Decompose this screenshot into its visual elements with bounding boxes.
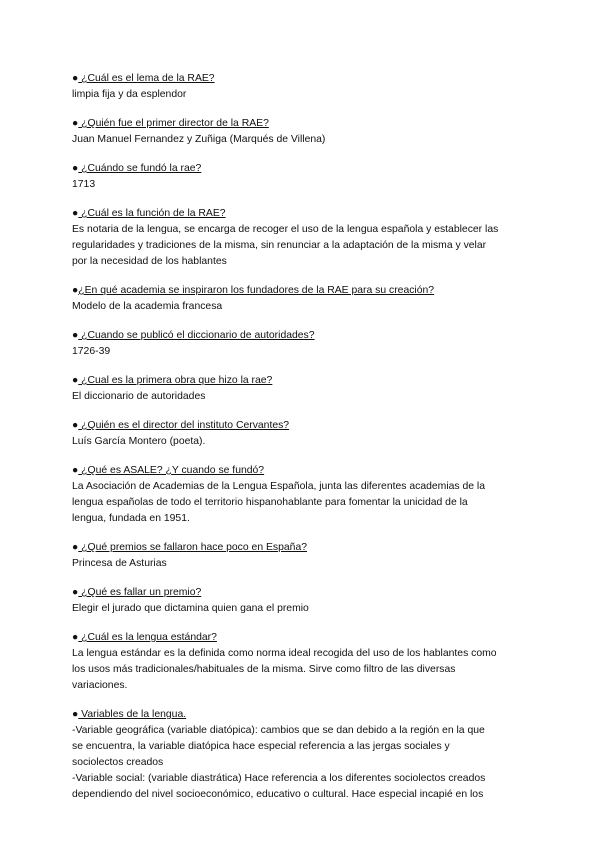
question-text: ¿En qué academia se inspiraron los fundadores de la RAE para su creación?	[78, 285, 435, 296]
bullet-icon: ●	[72, 73, 79, 84]
bullet-icon: ●	[72, 375, 79, 386]
qa-item	[72, 71, 532, 103]
qa-item	[72, 161, 532, 193]
answer-line: regularidades y tradiciones de la misma, sin renunciar a la adaptación de la misma y velar	[72, 240, 487, 251]
qa-item	[72, 283, 532, 315]
question-heading	[72, 71, 532, 87]
qa-item	[72, 206, 532, 270]
answer-line: Elegir el jurado que dictamina quien gana el premio	[72, 603, 309, 614]
answer-line: Modelo de la academia francesa	[72, 301, 223, 312]
question-heading	[72, 373, 532, 389]
answer-line: -Variable geográfica (variable diatópica): cambios que se dan debido a la región en la que	[72, 725, 485, 736]
bullet-icon: ●	[72, 420, 79, 431]
answer-line: 1713	[72, 179, 96, 190]
qa-item	[72, 630, 532, 694]
bullet-icon: ●	[72, 465, 79, 476]
question-text: ¿Qué es fallar un premio?	[78, 587, 202, 598]
question-heading	[72, 463, 532, 479]
answer-line: -Variable social: (variable diastrática) Hace referencia a los diferentes sociolectos creados	[72, 773, 486, 784]
answer-line: Juan Manuel Fernandez y Zuñiga (Marqués de Villena)	[72, 134, 326, 145]
question-text: ¿Quién es el director del instituto Cervantes?	[78, 420, 290, 431]
answer-line: Princesa de Asturias	[72, 558, 167, 569]
answer-line: La lengua estándar es la definida como norma ideal recogida del uso de los hablantes como	[72, 648, 497, 659]
question-text: ¿Cuando se publicó el diccionario de autoridades?	[78, 330, 315, 341]
bullet-icon: ●	[72, 542, 79, 553]
question-heading	[72, 116, 532, 132]
question-heading	[72, 283, 532, 299]
bullet-icon: ●	[72, 709, 79, 720]
answer-line: El diccionario de autoridades	[72, 391, 206, 402]
qa-item	[72, 116, 532, 148]
answer-line: dependiendo del nivel socioeconómico, educativo o cultural. Hace especial incapié en los	[72, 789, 484, 800]
question-text: ¿Quién fue el primer director de la RAE?	[78, 118, 269, 129]
bullet-icon: ●	[72, 587, 79, 598]
question-heading	[72, 540, 532, 556]
bullet-icon: ●	[72, 632, 79, 643]
bullet-icon: ●	[72, 163, 79, 174]
answer-line: lengua, fundada en 1951.	[72, 513, 190, 524]
qa-item	[72, 540, 532, 572]
answer-line: La Asociación de Academias de la Lengua Española, junta las diferentes academias de la	[72, 481, 486, 492]
question-text: ¿Cuál es la lengua estándar?	[78, 632, 217, 643]
question-heading	[72, 418, 532, 434]
answer-line: variaciones.	[72, 680, 128, 691]
answer-line: por la necesidad de los hablantes	[72, 256, 227, 267]
question-text: ¿Cuándo se fundó la rae?	[78, 163, 202, 174]
qa-item	[72, 418, 532, 450]
question-text: ¿Cuál es la función de la RAE?	[78, 208, 226, 219]
qa-item	[72, 463, 532, 527]
qa-item	[72, 373, 532, 405]
question-heading	[72, 630, 532, 646]
question-text: ¿Cuál es el lema de la RAE?	[78, 73, 215, 84]
qa-item	[72, 707, 532, 803]
answer-line: se encuentra, la variable diatópica hace especial referencia a las jergas sociales y	[72, 741, 450, 752]
answer-line: 1726-39	[72, 346, 111, 357]
answer-line: lengua españolas de todo el territorio hispanohablante para fomentar la unicidad de la	[72, 497, 468, 508]
answer-line: Luís García Montero (poeta).	[72, 436, 206, 447]
question-text: ¿Qué premios se fallaron hace poco en España?	[78, 542, 308, 553]
question-text: ¿Cual es la primera obra que hizo la rae?	[78, 375, 273, 386]
qa-list	[72, 71, 532, 816]
answer-line: los usos más tradicionales/habituales de la misma. Sirve como filtro de las diversas	[72, 664, 456, 675]
question-heading	[72, 161, 532, 177]
qa-item	[72, 328, 532, 360]
question-text: ¿Qué es ASALE? ¿Y cuando se fundó?	[78, 465, 265, 476]
question-heading	[72, 707, 532, 723]
question-heading	[72, 328, 532, 344]
answer-line: Es notaria de la lengua, se encarga de recoger el uso de la lengua española y establecer las	[72, 224, 499, 235]
question-heading	[72, 206, 532, 222]
qa-item	[72, 585, 532, 617]
bullet-icon: ●	[72, 285, 79, 296]
answer-line: limpia fija y da esplendor	[72, 89, 187, 100]
answer-line: sociolectos creados	[72, 757, 164, 768]
bullet-icon: ●	[72, 208, 79, 219]
question-heading	[72, 585, 532, 601]
bullet-icon: ●	[72, 330, 79, 341]
question-text: Variables de la lengua.	[78, 709, 187, 720]
bullet-icon: ●	[72, 118, 79, 129]
